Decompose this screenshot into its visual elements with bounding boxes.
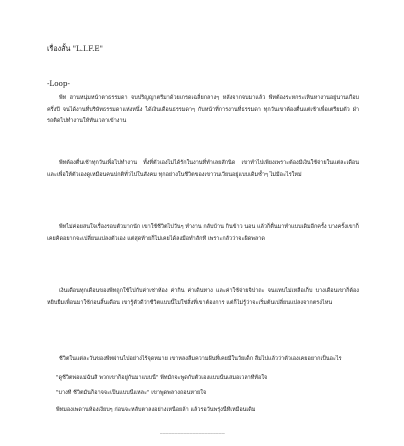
dialogue-line: พีทมองเพดานห้องเงียบๆ ก่อนจะหลับตาลงอย่างเหนื่อยล้า แล้วรอวันพรุ่งนี้ที่เหมือนเดิม [56, 407, 256, 413]
paragraph-text: เงินเดือนทุกเดือนของพีทถูกใช้ไปกับค่าเช่าห้อง ค่ากิน ค่าเดินทาง และค่าใช้จ่ายจิปาถะ จนแทบไม่เหลือเก็บ บางเดือนเขาก็ต้องหยิบยืมเพื่อนมาใช้ก่อนสิ้นเดือน เขารู้ตัวดีว่าชีวิตแบบนี้ไม่ใช่สิ่งที่เขาต้องการ แต่ก็ไม่รู้ว่าจะเริ่มต้นเปลี่ยนแปลงจากตรงไหน [47, 288, 359, 306]
paragraph [47, 158, 359, 206]
paragraph [47, 286, 359, 334]
dialogue-line: "ดูชีวิตพ่อแม่ฉันสิ พวกเขาก็อยู่กันมาแบบนี้" พีทมักจะพูดกับตัวเองแบบนั้นเสมอเวลาที่ท้อใจ [56, 375, 268, 381]
paragraph [47, 222, 359, 270]
paragraph-text: ชีวิตในแต่ละวันของพีทผ่านไปอย่างไร้จุดหมาย เขาหลงลืมความฝันที่เคยมีในวัยเด็ก ลืมไปแล้วว่าตัวเองเคยอยากเป็นอะไร [59, 356, 342, 362]
dialogue-line: "บางที ชีวิตมันก็อาจจะเป็นแบบนี้แหละ" เขาพูดพลางถอนหายใจ [56, 390, 207, 396]
story-title: เรื่องสั้น "L.I.F.E" [47, 44, 103, 53]
paragraph-text: พีทต้องตื่นเช้าทุกวันเพื่อไปทำงาน ทั้งที่ตัวเองไม่ได้รักในงานที่ทำเลยสักนิด เขาทำไปเพียงเพราะต้องมีเงินใช้จ่ายในแต่ละเดือน และเพื่อให้ตัวเองดูเหมือนคนปกติทั่วไปในสังคม ทุกอย่างในชีวิตของเขาวนเวียนอยู่แบบเดิมซ้ำๆ ไม่มีอะไรใหม่ [47, 160, 359, 178]
section-divider: ______________________ [160, 428, 225, 434]
section-heading: -Loop- [47, 79, 70, 88]
paragraph [47, 93, 359, 141]
paragraph-text: พีท ฮานหนุ่มหน้าตาธรรมดา จบปริญญาตรีมาด้วยเกรดเฉลี่ยกลางๆ หลังจากจบมาแล้ว พีทต้องระหกระเหินหางานอยู่นานเกือบครึ่งปี จนได้งานที่บริษัทธรรมดาแห่งหนึ่ง ได้เงินเดือนธรรมดาๆ กับหน้าที่การงานที่ธรรมดา ทุกวันเขาต้องตื่นแต่เช้าเพื่อเตรียมตัว ฝ่ารถติดไปทำงานให้ทันเวลาเข้างาน [47, 95, 359, 125]
paragraph-text: พีทไม่ค่อยสนใจเรื่องรอบตัวมากนัก เขาใช้ชีวิตไปวันๆ ทำงาน กลับบ้าน กินข้าว นอน แล้วก็ตื่นมาทำแบบเดิมอีกครั้ง บางครั้งเขาก็เคยคิดอยากจะเปลี่ยนแปลงตัวเอง แต่สุดท้ายก็ไม่เคยได้ลงมือทำสักที เพราะกลัวว่าจะผิดพลาด [47, 224, 359, 242]
paragraph [47, 354, 359, 368]
